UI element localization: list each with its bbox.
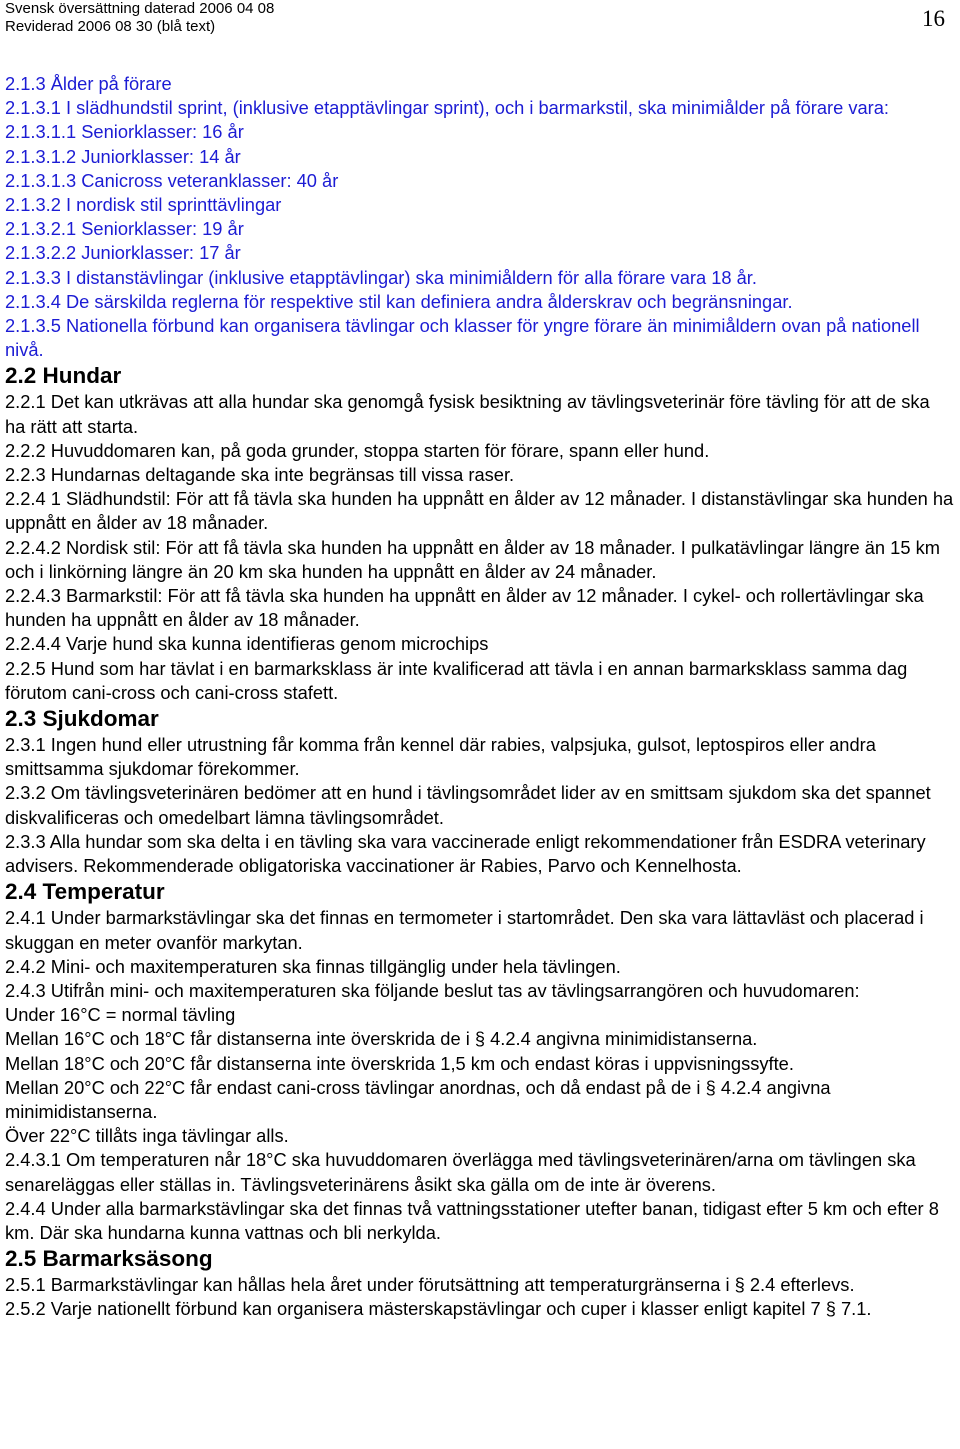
section-heading: 2.5 Barmarksäsong xyxy=(5,1246,213,1272)
paragraph: 2.2.2 Huvuddomaren kan, på goda grunder, stoppa starten för förare, spann eller hund. xyxy=(5,439,710,461)
revised-paragraph: 2.1.3.1.3 Canicross veteranklasser: 40 år xyxy=(5,169,339,191)
revised-paragraph: 2.1.3.2.1 Seniorklasser: 19 år xyxy=(5,218,244,240)
paragraph: 2.2.3 Hundarnas deltagande ska inte begränsas till vissa raser. xyxy=(5,464,515,486)
revised-paragraph: 2.1.3.1 I slädhundstil sprint, (inklusive etapptävlingar sprint), och i barmarkstil, ska minimiålder på förare vara: xyxy=(5,97,889,119)
paragraph: 2.2.1 Det kan utkrävas att alla hundar ska genomgå fysisk besiktning av tävlingsveterinär före tävling för att de ska ha rätt att starta. xyxy=(5,391,930,437)
paragraph: Över 22°C tillåts inga tävlingar alls. xyxy=(5,1125,289,1147)
page-number: 16 xyxy=(922,6,945,31)
paragraph: 2.3.2 Om tävlingsveterinären bedömer att en hund i tävlingsområdet lider av en smittsam sjukdom ska det spannet diskvalificeras och omedelbart lämna tävlingsområdet. xyxy=(5,782,931,828)
paragraph: 2.4.3.1 Om temperaturen når 18°C ska huvuddomaren överlägga med tävlingsveterinären/arna om tävlingen ska senareläggas eller ställas in. Tävlingsveterinärens åsikt ska gälla om de inte är överens. xyxy=(5,1149,916,1195)
paragraph: 2.4.3 Utifrån mini- och maxitemperaturen ska följande beslut tas av tävlingsarrangören och huvudomaren: xyxy=(5,979,860,1001)
paragraph: 2.5.2 Varje nationellt förbund kan organisera mästerskapstävlingar och cuper i klasser enligt kapitel 7 § 7.1. xyxy=(5,1298,872,1320)
paragraph: 2.4.1 Under barmarkstävlingar ska det finnas en termometer i startområdet. Den ska vara lättavläst och placerad i skuggan en meter ovanför markytan. xyxy=(5,907,924,953)
header-translation-date: Svensk översättning daterad 2006 04 08 xyxy=(5,0,275,17)
revised-paragraph: 2.1.3.1.1 Seniorklasser: 16 år xyxy=(5,121,244,143)
document-body xyxy=(5,72,955,1322)
paragraph: 2.3.1 Ingen hund eller utrustning får komma från kennel där rabies, valpsjuka, gulsot, leptospiros eller andra smittsamma sjukdomar förekommer. xyxy=(5,734,876,780)
paragraph: 2.2.4 1 Slädhundstil: För att få tävla ska hunden ha uppnått en ålder av 12 månader. I distanstävlingar ska hunden ha uppnått en ålder av 18 månader. xyxy=(5,488,954,534)
section-heading: 2.2 Hundar xyxy=(5,363,122,389)
revised-paragraph: 2.1.3.2.2 Juniorklasser: 17 år xyxy=(5,242,241,264)
paragraph: 2.2.4.4 Varje hund ska kunna identifieras genom microchips xyxy=(5,633,489,655)
revised-paragraph: 2.1.3 Ålder på förare xyxy=(5,73,172,94)
page-header xyxy=(5,0,955,40)
paragraph: 2.4.2 Mini- och maxitemperaturen ska finnas tillgänglig under hela tävlingen. xyxy=(5,955,621,977)
section-heading: 2.3 Sjukdomar xyxy=(5,706,159,732)
revised-paragraph: 2.1.3.4 De särskilda reglerna för respektive stil kan definiera andra ålderskrav och begränsningar. xyxy=(5,290,793,312)
paragraph: 2.4.4 Under alla barmarkstävlingar ska det finnas två vattningsstationer utefter banan, tidigast efter 5 km och efter 8 km. Där ska hundarna kunna vattnas och bli nerkylda. xyxy=(5,1197,939,1243)
revised-paragraph: 2.1.3.3 I distanstävlingar (inklusive etapptävlingar) ska minimiåldern för alla förare vara 18 år. xyxy=(5,266,757,288)
revised-paragraph: 2.1.3.2 I nordisk stil sprinttävlingar xyxy=(5,194,282,216)
paragraph: 2.5.1 Barmarkstävlingar kan hållas hela året under förutsättning att temperaturgränserna i § 2.4 efterlevs. xyxy=(5,1274,855,1296)
header-revision-date: Reviderad 2006 08 30 (blå text) xyxy=(5,18,216,35)
paragraph: Mellan 16°C och 18°C får distanserna inte överskrida de i § 4.2.4 angivna minimidistanserna. xyxy=(5,1028,758,1050)
paragraph: Mellan 20°C och 22°C får endast cani-cross tävlingar anordnas, och då endast på de i § 4.2.4 angivna minimidistanserna. xyxy=(5,1076,831,1122)
revised-paragraph: 2.1.3.1.2 Juniorklasser: 14 år xyxy=(5,145,241,167)
paragraph: Mellan 18°C och 20°C får distanserna inte överskrida 1,5 km och endast köras i uppvisningssyfte. xyxy=(5,1052,794,1074)
paragraph: 2.2.4.3 Barmarkstil: För att få tävla ska hunden ha uppnått en ålder av 12 månader. I cykel- och rollertävlingar ska hunden ha uppnått en ålder av 18 månader. xyxy=(5,585,924,631)
paragraph: 2.2.5 Hund som har tävlat i en barmarksklass är inte kvalificerad att tävla i en annan barmarksklass samma dag förutom cani-cross och cani-cross stafett. xyxy=(5,657,908,703)
paragraph: 2.2.4.2 Nordisk stil: För att få tävla ska hunden ha uppnått en ålder av 18 månader. I pulkatävlingar längre än 15 km och i linkörning längre än 20 km ska hunden ha uppnått en ålder av 24 månader. xyxy=(5,536,940,582)
paragraph: 2.3.3 Alla hundar som ska delta i en tävling ska vara vaccinerade enligt rekommendationer från ESDRA veterinary advisers. Rekommenderade obligatoriska vaccinationer är Rabies, Parvo och Kennelhosta. xyxy=(5,830,926,877)
section-heading: 2.4 Temperatur xyxy=(5,879,165,905)
paragraph: Under 16°C = normal tävling xyxy=(5,1004,236,1026)
revised-paragraph: 2.1.3.5 Nationella förbund kan organisera tävlingar och klasser för yngre förare än minimiåldern ovan på nationell nivå. xyxy=(5,315,920,361)
